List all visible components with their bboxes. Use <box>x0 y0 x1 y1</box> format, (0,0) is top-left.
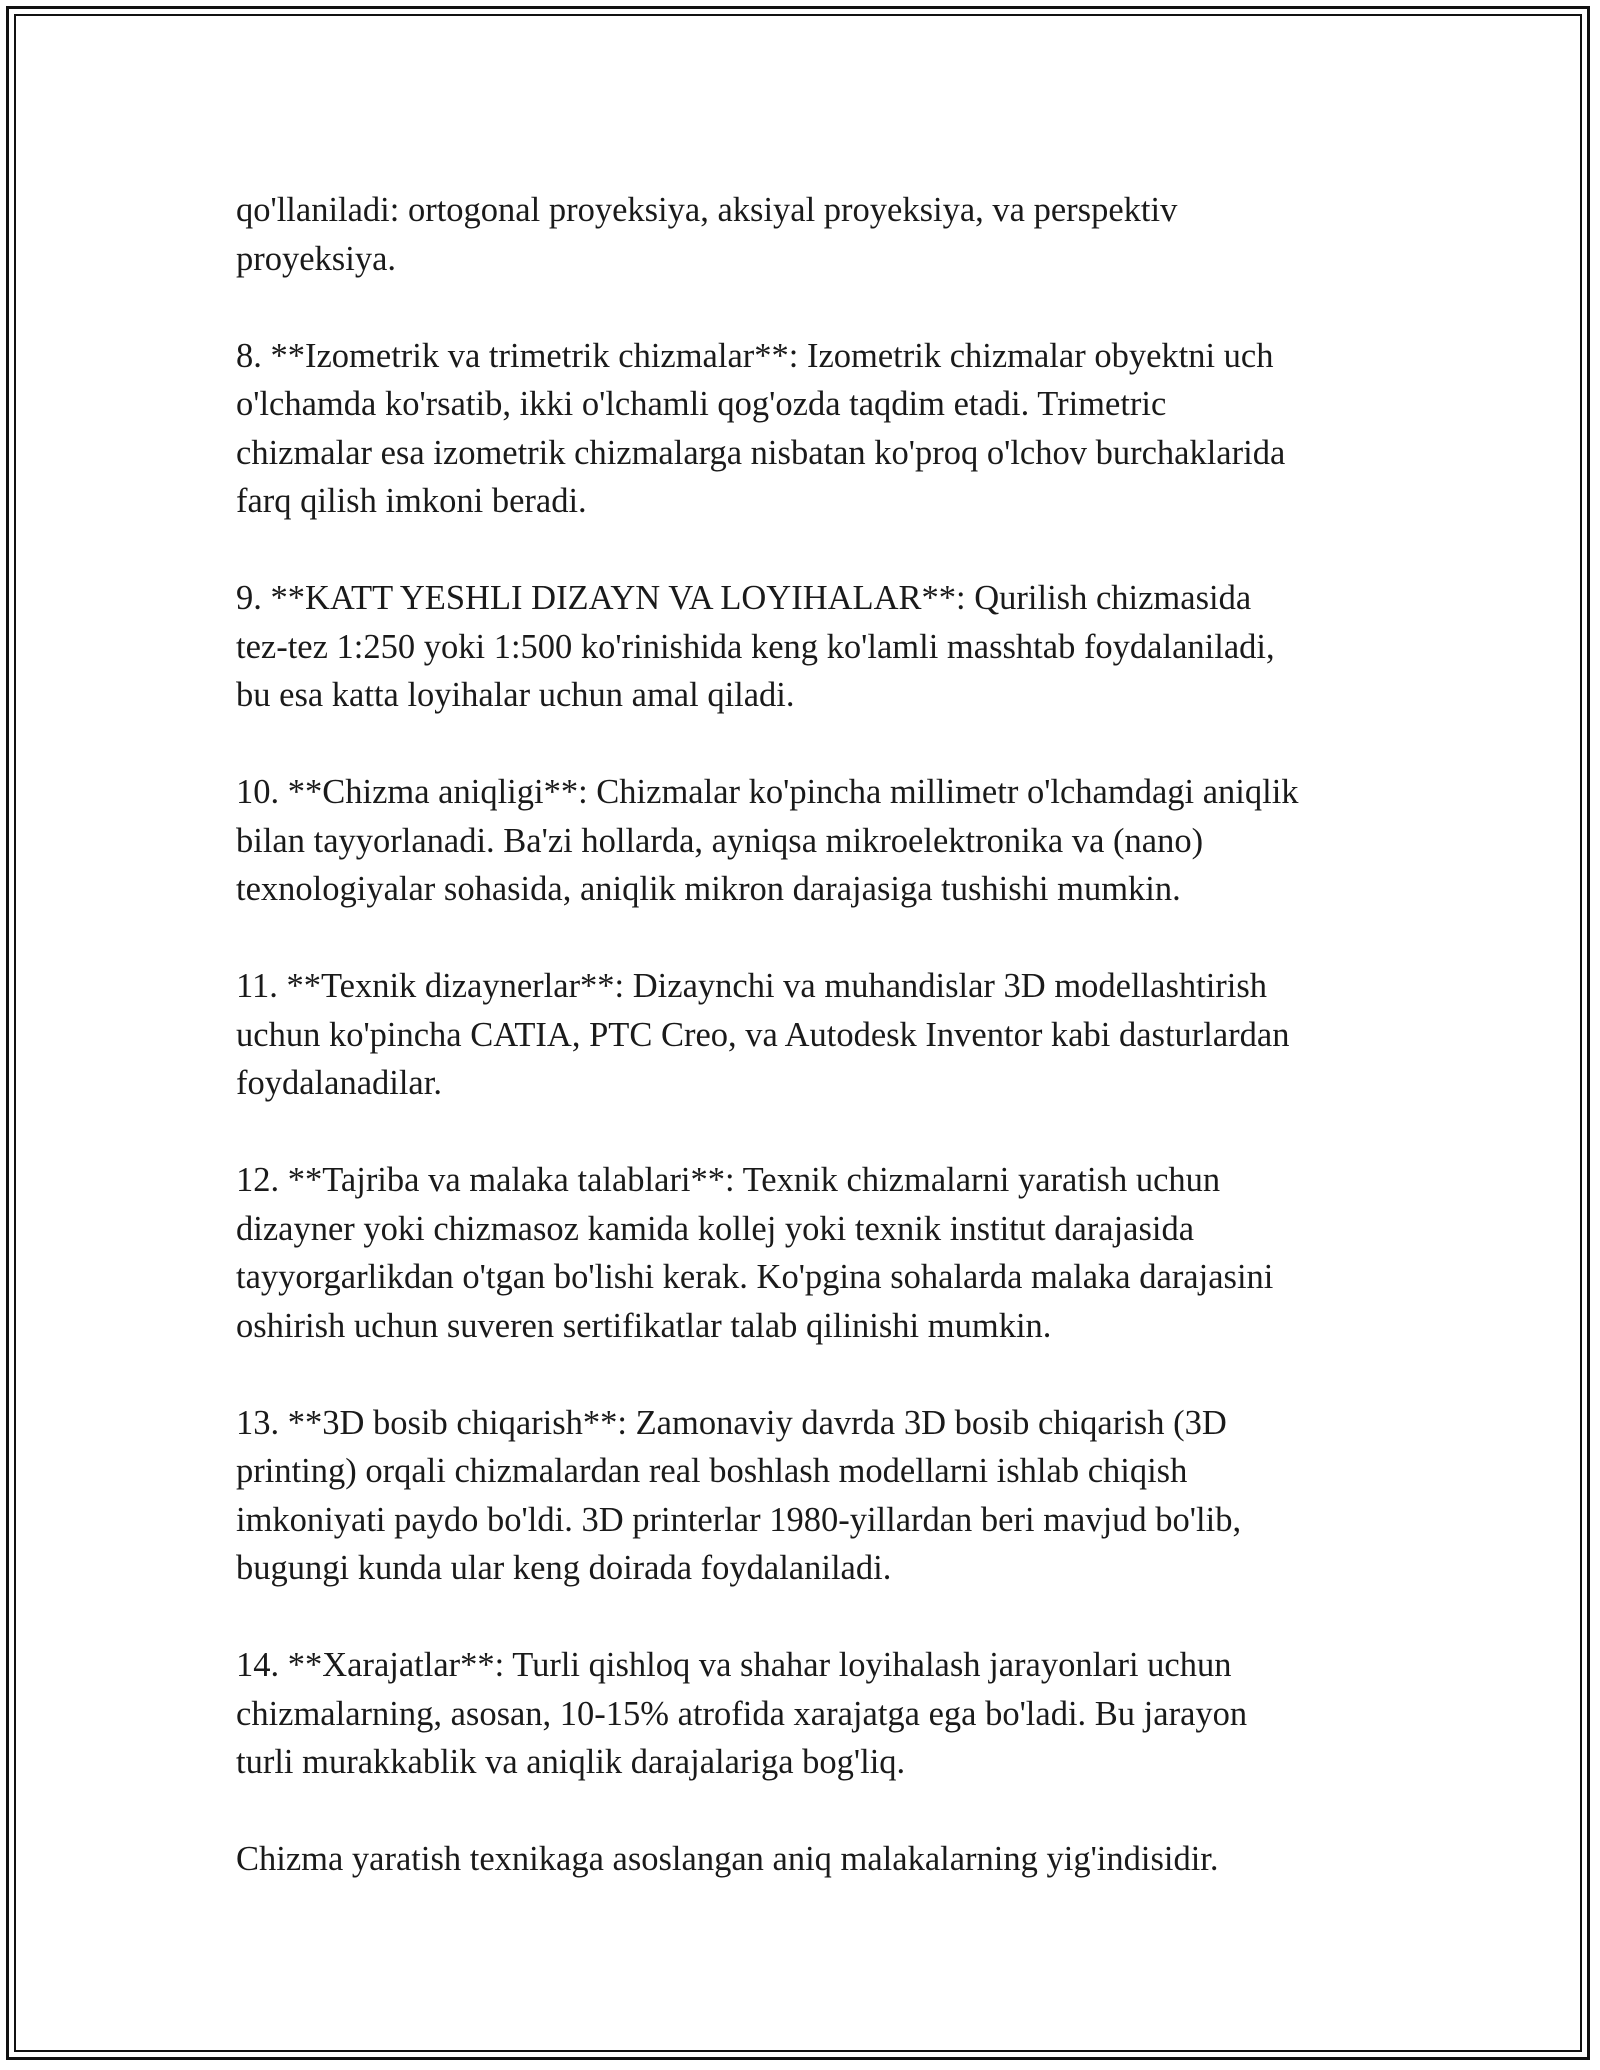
paragraph-projection-continuation: qo'llaniladi: ortogonal proyeksiya, aksiyal proyeksiya, va perspektiv proyeksiya. <box>236 191 1178 278</box>
paragraph-item-13: 13. **3D bosib chiqarish**: Zamonaviy davrda 3D bosib chiqarish (3D printing) orqali chizmalardan real boshlash modellarni ishlab chiqish imkoniyati paydo bo'ldi. 3D printerlar 1980-yillardan beri mavjud bo'lib, bugungi kunda ular keng doirada foydalaniladi. <box>236 1403 1242 1587</box>
paragraph-item-12: 12. **Tajriba va malaka talablari**: Texnik chizmalarni yaratish uchun dizayner yoki chizmasoz kamida kollej yoki texnik institut darajasida tayyorgarlikdan o'tgan bo'lishi kerak. Ko'pgina sohalarda malaka darajasini oshirish uchun suveren sertifikatlar talab qilinishi mumkin. <box>236 1161 1274 1345</box>
paragraph-item-10: 10. **Chizma aniqligi**: Chizmalar ko'pincha millimetr o'lchamdagi aniqlik bilan tayyorlanadi. Ba'zi hollarda, ayniqsa mikroelektronika va (nano) texnologiyalar sohasida, aniqlik mikron darajasiga tushishi mumkin. <box>236 773 1299 908</box>
paragraph-item-8: 8. **Izometrik va trimetrik chizmalar**: Izometrik chizmalar obyektni uch o'lchamda ko'rsatib, ikki o'lchamli qog'ozda taqdim etadi. Trimetric chizmalar esa izometrik chizmalarga nisbatan ko'proq o'lchov burchaklarida farq qilish imkoni beradi. <box>236 336 1286 520</box>
paragraph-item-14: 14. **Xarajatlar**: Turli qishloq va shahar loyihalash jarayonlari uchun chizmalarning, asosan, 10-15% atrofida xarajatga ega bo'ladi. Bu jarayon turli murakkablik va aniqlik darajalariga bog'liq. <box>236 1646 1248 1781</box>
paragraph-conclusion: Chizma yaratish texnikaga asoslangan aniq malakalarning yig'indisidir. <box>236 1840 1219 1878</box>
paragraph-item-9: 9. **KATT YESHLI DIZAYN VA LOYIHALAR**: Qurilish chizmasida tez-tez 1:250 yoki 1:500 ko'rinishida keng ko'lamli masshtab foydalaniladi, bu esa katta loyihalar uchun amal qiladi. <box>236 579 1275 714</box>
document-body <box>236 186 1376 1884</box>
paragraph-item-11: 11. **Texnik dizaynerlar**: Dizaynchi va muhandislar 3D modellashtirish uchun ko'pincha CATIA, PTC Creo, va Autodesk Inventor kabi dasturlardan foydalanadilar. <box>236 967 1290 1102</box>
